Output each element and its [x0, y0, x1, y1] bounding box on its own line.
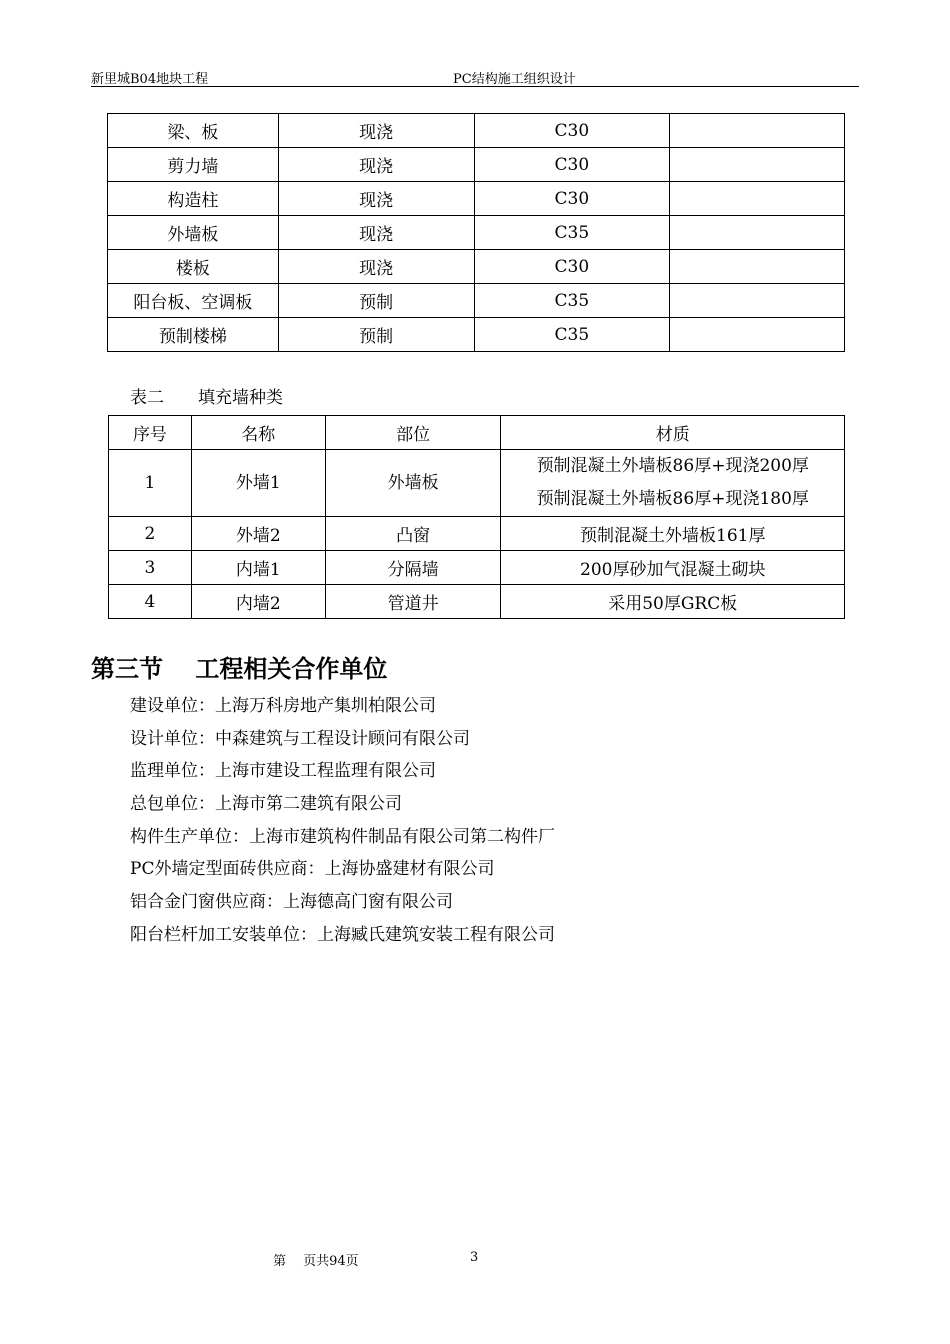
- list-item: 监理单位：上海市建设工程监理有限公司: [130, 761, 436, 782]
- table-cell: 外墙板: [108, 216, 279, 250]
- table-cell: C35: [474, 318, 670, 352]
- table-cell: 内墙2: [191, 585, 325, 619]
- table-cell: 现浇: [278, 250, 474, 284]
- list-item: 阳台栏杆加工安装单位：上海臧氏建筑安装工程有限公司: [130, 924, 555, 945]
- infill-wall-table: [108, 415, 845, 619]
- table-cell: 分隔墙: [325, 551, 501, 585]
- table-cell: [670, 284, 845, 318]
- table-cell: 外墙2: [191, 517, 325, 551]
- table-cell: C30: [474, 182, 670, 216]
- table-cell: [670, 114, 845, 148]
- list-item: PC外墙定型面砖供应商：上海协盛建材有限公司: [130, 859, 495, 880]
- table-cell: 梁、板: [108, 114, 279, 148]
- table-cell: [501, 450, 845, 517]
- table-cell: 外墙板: [325, 450, 501, 517]
- table-cell: 现浇: [278, 182, 474, 216]
- table-cell: C30: [474, 114, 670, 148]
- table-cell: 预制混凝土外墙板161厚: [501, 517, 845, 551]
- list-item: 建设单位：上海万科房地产集圳柏限公司: [130, 696, 436, 716]
- table-cell: 预制楼梯: [108, 318, 279, 352]
- table-cell: 1: [109, 450, 192, 517]
- table-cell: 2: [109, 517, 192, 551]
- table-header-row: [109, 416, 845, 450]
- table-row: [108, 114, 845, 148]
- section-title: 第三节 工程相关合作单位: [91, 655, 388, 683]
- table-cell: [670, 318, 845, 352]
- table-cell: C30: [474, 250, 670, 284]
- table-row: [109, 450, 845, 517]
- table-header-cell: 材质: [501, 416, 845, 450]
- table-row: [108, 182, 845, 216]
- table-cell: 4: [109, 585, 192, 619]
- table-cell: 凸窗: [325, 517, 501, 551]
- table-header-cell: 序号: [109, 416, 192, 450]
- page-number: 3: [470, 1250, 479, 1265]
- table-row: [109, 551, 845, 585]
- list-item: 设计单位：中森建筑与工程设计顾问有限公司: [130, 728, 470, 749]
- table-row: [108, 318, 845, 352]
- table-cell: [670, 216, 845, 250]
- list-item: 构件生产单位：上海市建筑构件制品有限公司第二构件厂: [130, 826, 555, 847]
- table-row: [108, 284, 845, 318]
- table-cell: 采用50厚GRC板: [501, 585, 845, 619]
- table-row: [108, 250, 845, 284]
- table-cell: 现浇: [278, 216, 474, 250]
- partner-list: [130, 690, 555, 952]
- material-line: 预制混凝土外墙板86厚+现浇200厚: [536, 456, 809, 476]
- table-cell: 剪力墙: [108, 148, 279, 182]
- table-row: [108, 148, 845, 182]
- table-cell: 阳台板、空调板: [108, 284, 279, 318]
- material-line: 预制混凝土外墙板86厚+现浇180厚: [536, 489, 809, 509]
- table-cell: 预制: [278, 284, 474, 318]
- header-document-title: PC结构施工组织设计: [453, 72, 576, 87]
- table-caption: 表二 填充墙种类: [130, 388, 283, 408]
- table-header-cell: 部位: [325, 416, 501, 450]
- table-cell: 3: [109, 551, 192, 585]
- table-cell: [670, 148, 845, 182]
- list-item: 铝合金门窗供应商：上海德高门窗有限公司: [130, 892, 453, 913]
- concrete-grade-table: [107, 113, 845, 352]
- table-row: [108, 216, 845, 250]
- table-cell: 外墙1: [191, 450, 325, 517]
- table-cell: 现浇: [278, 114, 474, 148]
- page-count-text: 第 页共94页: [273, 1254, 359, 1269]
- table-cell: 楼板: [108, 250, 279, 284]
- table-row: [109, 517, 845, 551]
- table-cell: C35: [474, 216, 670, 250]
- table-cell: 预制: [278, 318, 474, 352]
- table-cell: C30: [474, 148, 670, 182]
- table-row: [109, 585, 845, 619]
- table-cell: [670, 182, 845, 216]
- page-header: [91, 66, 859, 87]
- table-cell: 管道井: [325, 585, 501, 619]
- table-cell: [670, 250, 845, 284]
- table-cell: 现浇: [278, 148, 474, 182]
- table-cell: C35: [474, 284, 670, 318]
- list-item: 总包单位：上海市第二建筑有限公司: [130, 794, 402, 815]
- table-cell: 内墙1: [191, 551, 325, 585]
- table-cell: 200厚砂加气混凝土砌块: [501, 551, 845, 585]
- header-project-name: 新里城B04地块工程: [91, 72, 209, 87]
- table-cell: 构造柱: [108, 182, 279, 216]
- table-header-cell: 名称: [191, 416, 325, 450]
